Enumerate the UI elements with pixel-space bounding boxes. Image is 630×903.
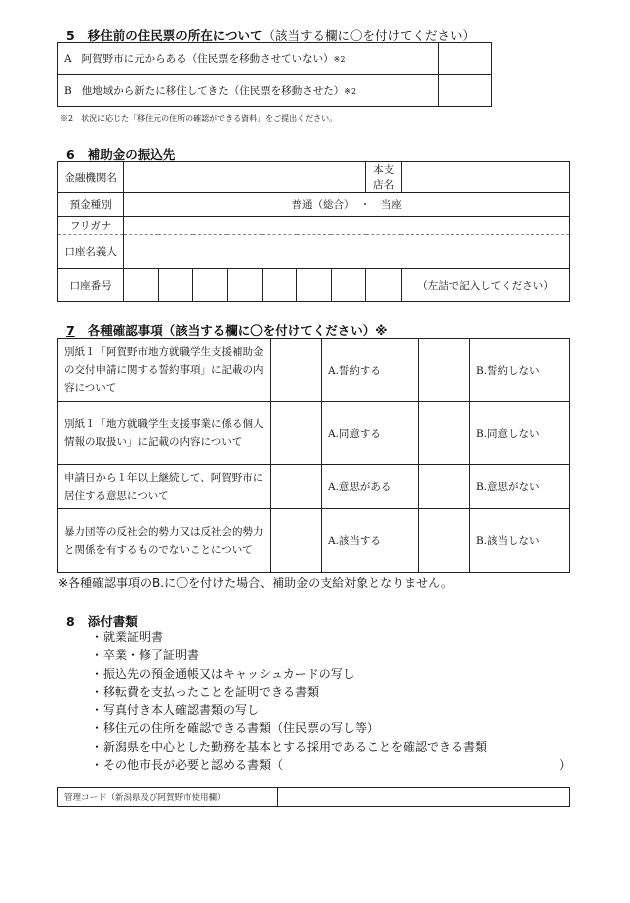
residence-option-b: [58, 75, 439, 107]
account-number-row: [58, 269, 570, 302]
account-number-label: 口座番号: [58, 269, 124, 302]
attachment-item: ・就業証明書: [91, 630, 164, 644]
management-code-field[interactable]: [278, 788, 570, 807]
section-6-title: 補助金の振込先: [87, 147, 176, 162]
bank-table: [57, 161, 570, 302]
section-5-instruction: （該当する欄に〇を付けてください）: [262, 28, 476, 43]
holder-field[interactable]: [124, 235, 570, 269]
bank-name-field[interactable]: [124, 162, 366, 193]
confirmation-option-a: A.誓約する: [322, 339, 419, 402]
residence-option-a: [58, 43, 439, 75]
confirmation-check-b[interactable]: [419, 339, 470, 402]
attachment-item: ・写真付き本人確認書類の写し: [91, 703, 260, 718]
section-5-title: 移住前の住民票の所在について: [87, 28, 263, 43]
account-type-label: 預金種別: [58, 193, 124, 217]
confirmation-option-b: B.該当しない: [470, 509, 570, 573]
confirmation-note: ※各種確認事項のB.に〇を付けた場合、補助金の支給対象となりません。: [58, 576, 453, 590]
confirmation-option-b: B.意思がない: [470, 465, 570, 509]
confirmation-check-a[interactable]: [271, 402, 322, 465]
confirmation-row: [58, 339, 570, 402]
confirmation-option-b: B.同意しない: [470, 402, 570, 465]
confirmation-check-a[interactable]: [271, 339, 322, 402]
holder-row: [58, 235, 570, 269]
residence-row-a: [58, 43, 492, 75]
account-digit-2[interactable]: [158, 269, 193, 302]
section-5-number: 5: [66, 28, 75, 43]
account-number-hint: （左詰で記入してください）: [401, 269, 569, 302]
attachment-item: ・振込先の預金通帳又はキャッシュカードの写し: [91, 666, 355, 681]
confirmation-row: [58, 465, 570, 509]
section-7-heading: [66, 321, 387, 339]
attachment-item: ・移転費を支払ったことを証明できる書類: [91, 684, 320, 699]
residence-check-a[interactable]: [439, 43, 492, 75]
confirmation-check-b[interactable]: [419, 402, 470, 465]
option-text: 他地域から新たに移住してきた（住民票を移動させた）: [81, 85, 345, 97]
branch-name-field[interactable]: [401, 162, 569, 193]
management-code-label: 管理コード（新潟県及び阿賀野市使用欄）: [58, 788, 278, 807]
attachment-item: ・その他市長が必要と認める書類（ ）: [91, 758, 572, 773]
account-type-row: [58, 193, 570, 217]
residence-table: [57, 42, 492, 107]
kana-field[interactable]: [124, 217, 570, 235]
confirmation-option-a: A.同意する: [322, 402, 419, 465]
confirmation-row: [58, 509, 570, 573]
confirmation-item: 別紙１「阿賀野市地方就職学生支援補助金の交付申請に関する誓約事項」に記載の内容について: [58, 339, 271, 402]
attachment-item: ・移住元の住所を確認できる書類（住民票の写し等）: [91, 721, 380, 736]
account-type-options[interactable]: 普通（総合） ・ 当座: [124, 193, 570, 217]
residence-check-b[interactable]: [439, 75, 492, 107]
branch-label: 本支店名: [366, 162, 402, 193]
section-8-title: 添付書類: [87, 614, 138, 629]
bank-label: 金融機関名: [58, 162, 124, 193]
residence-note: ※2 状況に応じた「移住元の住所の確認ができる資料」をご提出ください。: [60, 114, 338, 123]
confirmation-check-a[interactable]: [271, 509, 322, 573]
account-digit-7[interactable]: [331, 269, 366, 302]
account-digit-5[interactable]: [262, 269, 297, 302]
confirmation-item: 暴力団等の反社会的勢力又は反社会的勢力と関係を有するものでないことについて: [58, 509, 271, 573]
confirmation-option-a: A.該当する: [322, 509, 419, 573]
confirmation-check-a[interactable]: [271, 465, 322, 509]
management-code-table: [57, 787, 570, 807]
confirmation-option-b: B.誓約しない: [470, 339, 570, 402]
confirmation-check-b[interactable]: [419, 509, 470, 573]
option-letter: B: [64, 85, 72, 97]
kana-row: [58, 217, 570, 235]
account-digit-4[interactable]: [227, 269, 262, 302]
confirmation-option-a: A.意思がある: [322, 465, 419, 509]
confirmation-item: 別紙１「地方就職学生支援事業に係る個人情報の取扱い」に記載の内容について: [58, 402, 271, 465]
note-mark: ※2: [333, 55, 346, 64]
account-digit-6[interactable]: [297, 269, 332, 302]
account-digit-1[interactable]: [124, 269, 159, 302]
option-text: 阿賀野市に元からある（住民票を移動させていない）: [81, 53, 334, 65]
confirmation-item: 申請日から１年以上継続して、阿賀野市に居住する意思について: [58, 465, 271, 509]
attachment-list: [91, 628, 571, 774]
section-8-number: 8: [66, 614, 75, 629]
attachment-item: ・卒業・修了証明書: [91, 648, 200, 663]
confirmation-table: [57, 338, 570, 573]
section-7-title: 各種確認事項（該当する欄に〇を付けてください）※: [87, 323, 388, 338]
note-mark: ※2: [344, 87, 357, 96]
account-digit-8[interactable]: [366, 269, 402, 302]
holder-label: 口座名義人: [58, 235, 124, 269]
confirmation-check-b[interactable]: [419, 465, 470, 509]
bank-row: [58, 162, 570, 193]
residence-row-b: [58, 75, 492, 107]
account-digit-3[interactable]: [193, 269, 228, 302]
section-6-number: 6: [66, 147, 75, 162]
kana-label: フリガナ: [58, 217, 124, 235]
confirmation-row: [58, 402, 570, 465]
section-7-number: 7: [66, 323, 75, 338]
attachment-item: ・新潟県を中心とした勤務を基本とする採用であることを確認できる書類: [91, 739, 488, 754]
management-code-row: [58, 788, 570, 807]
option-letter: A: [64, 53, 72, 65]
